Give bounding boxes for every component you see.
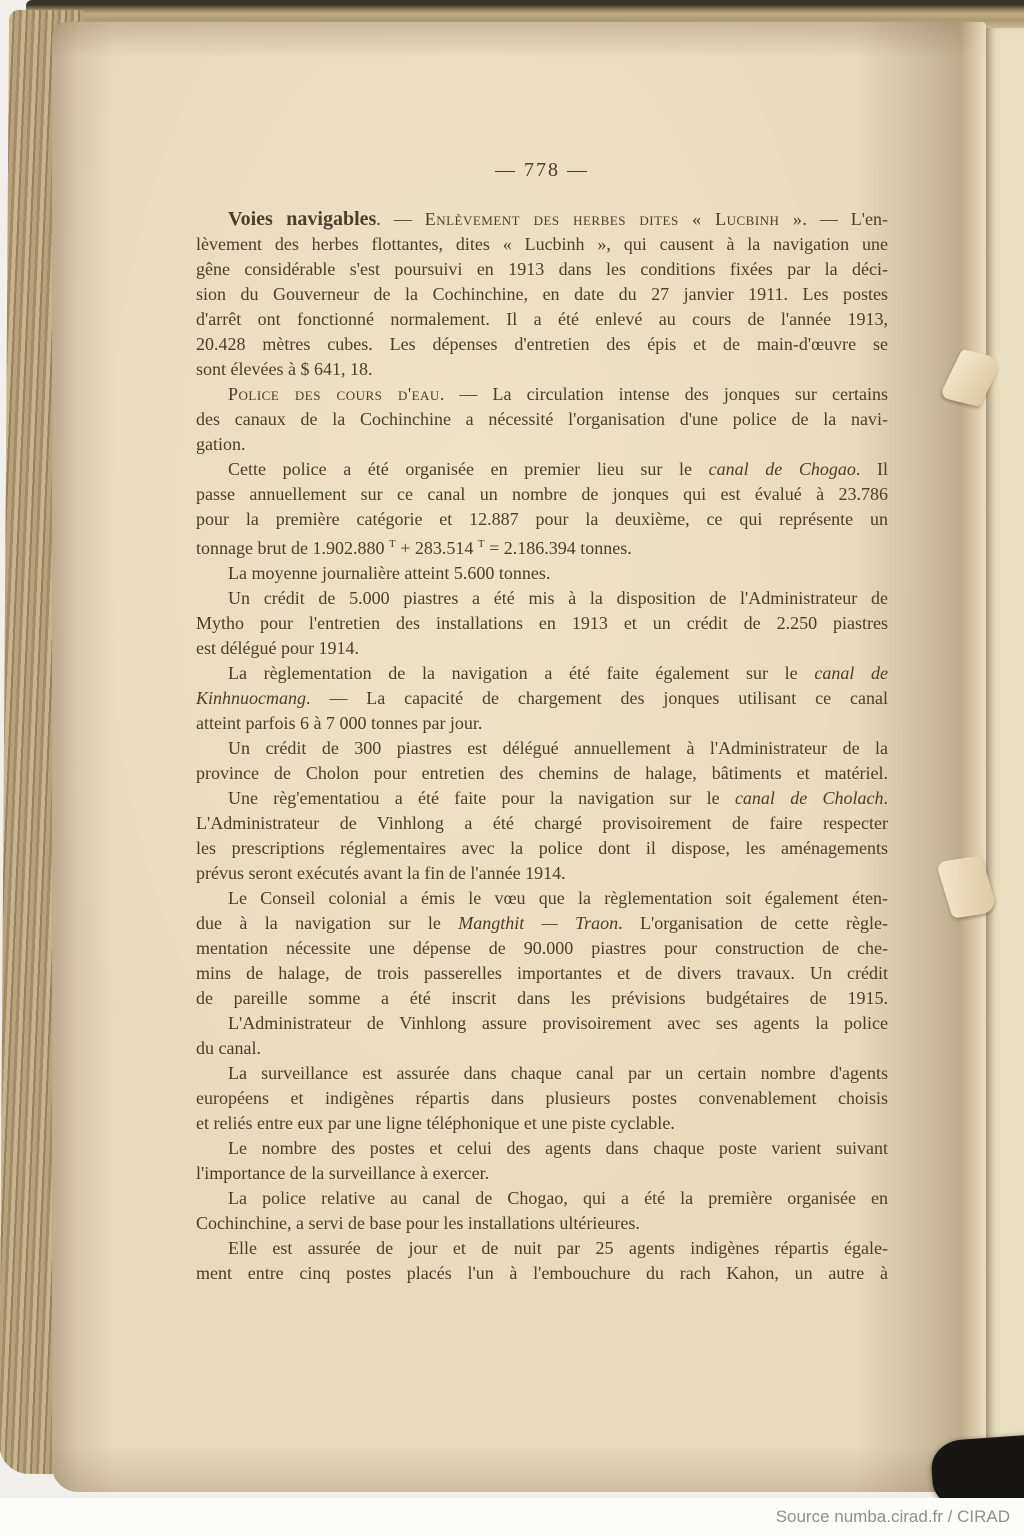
body-text: d'arrêt ont fonctionné normalement. Il a été enlevé au cours de l'année 1913,: [196, 309, 888, 329]
body-text: ment entre cinq postes placés l'un à l'embouchure du rach Kahon, un autre à: [196, 1263, 888, 1283]
body-text: atteint parfois 6 à 7 000 tonnes par jour.: [196, 713, 483, 733]
italic-text: canal de: [814, 663, 888, 683]
text-line: [196, 561, 888, 586]
body-text: . L'organisation de cette règle-: [618, 913, 888, 933]
text-line: [196, 861, 888, 886]
superscript-text: T: [477, 538, 485, 550]
text-line: [196, 786, 888, 811]
adjacent-page-sliver: [986, 28, 1024, 1480]
body-text: gation.: [196, 434, 246, 454]
paragraph: [196, 561, 888, 586]
body-text: pour la première catégorie et 12.887 pour la deuxième, ce qui représente un: [196, 509, 888, 529]
text-line: [196, 686, 888, 711]
body-text: . — L'en-: [802, 209, 889, 229]
text-line: [196, 232, 888, 257]
paragraph: [196, 1186, 888, 1236]
page-number: — 778 —: [495, 159, 589, 181]
body-text: l'importance de la surveillance à exercer.: [196, 1163, 490, 1183]
body-text: mentation nécessite une dépense de 90.000 piastres pour construction de che-: [196, 938, 888, 958]
body-text: Un crédit de 5.000 piastres a été mis à la disposition de l'Administrateur de: [228, 588, 888, 608]
source-bar: [0, 1498, 1024, 1535]
text-line: [196, 507, 888, 532]
paragraph: [196, 1061, 888, 1136]
text-line: [196, 711, 888, 736]
body-text: tonnage brut de 1.902.880: [196, 538, 389, 558]
text-line: [196, 636, 888, 661]
body-text: est délégué pour 1914.: [196, 638, 359, 658]
text-line: [196, 207, 888, 232]
body-text: . —: [376, 209, 425, 229]
paragraph: [196, 207, 888, 382]
text-line: [196, 1186, 888, 1211]
text-line: [196, 1236, 888, 1261]
paragraph: [196, 661, 888, 736]
body-text: des canaux de la Cochinchine a nécessité l'organisation d'une police de la navi-: [196, 409, 888, 429]
text-line: [196, 1136, 888, 1161]
body-text: mins de halage, de trois passerelles importantes et de divers travaux. Un crédit: [196, 963, 888, 983]
body-text: Cochinchine, a servi de base pour les installations ultérieures.: [196, 1213, 640, 1233]
text-line: [196, 1211, 888, 1236]
body-text: Le Conseil colonial a émis le vœu que la règlementation soit également éten-: [228, 888, 888, 908]
body-text: La règlementation de la navigation a été faite également sur le: [228, 663, 815, 683]
text-line: [196, 357, 888, 382]
body-text: Le nombre des postes et celui des agents dans chaque poste varient suivant: [228, 1138, 888, 1158]
body-text: Cette police a été organisée en premier lieu sur le: [228, 459, 709, 479]
body-text: sont élevées à $ 641, 18.: [196, 359, 373, 379]
body-text: Un crédit de 300 piastres est délégué annuellement à l'Administrateur de la: [228, 738, 888, 758]
paragraph: [196, 736, 888, 786]
body-text: province de Cholon pour entretien des chemins de halage, bâtiments et matériel.: [196, 763, 888, 783]
text-line: [196, 332, 888, 357]
body-text: gêne considérable s'est poursuivi en 1913 dans les conditions fixées par la déci-: [196, 259, 888, 279]
paragraph: [196, 1236, 888, 1286]
paragraph: [196, 586, 888, 661]
text-line: [196, 986, 888, 1011]
smallcaps-text: Police des cours d'eau: [228, 384, 440, 404]
body-text: = 2.186.394 tonnes.: [484, 538, 632, 558]
text-line: [196, 432, 888, 457]
body-text: Mytho pour l'entretien des installations en 1913 et un crédit de 2.250 piastres: [196, 613, 888, 633]
text-line: [196, 661, 888, 686]
body-text: du canal.: [196, 1038, 261, 1058]
smallcaps-text: Enlèvement des herbes dites « Lucbinh »: [424, 209, 803, 229]
body-text: sion du Gouverneur de la Cochinchine, en date du 27 janvier 1911. Les postes: [196, 284, 888, 304]
text-line: [196, 382, 888, 407]
text-line: [196, 611, 888, 636]
page-text-block: [196, 158, 888, 1286]
body-text: Elle est assurée de jour et de nuit par 25 agents indigènes répartis égale-: [228, 1238, 888, 1258]
paragraph: [196, 382, 888, 457]
italic-text: canal de Cholach: [734, 788, 884, 808]
body-text: prévus seront exécutés avant la fin de l'année 1914.: [196, 863, 566, 883]
italic-text: Kinhnuocmang: [196, 688, 306, 708]
body-text: et reliés entre eux par une ligne téléphonique et une piste cyclable.: [196, 1113, 675, 1133]
text-line: [196, 811, 888, 836]
body-text: L'Administrateur de Vinhlong assure provisoirement avec ses agents la police: [228, 1013, 888, 1033]
body-text: . Il: [855, 459, 888, 479]
text-line: [196, 1086, 888, 1111]
source-caption: Source numba.cirad.fr / CIRAD: [775, 1506, 1010, 1526]
text-line: [196, 886, 888, 911]
body-text: de pareille somme a été inscrit dans les prévisions budgétaires de 1915.: [196, 988, 888, 1008]
paragraph: [196, 1011, 888, 1061]
text-line: [196, 961, 888, 986]
body-text: La moyenne journalière atteint 5.600 tonnes.: [228, 563, 551, 583]
body-text: . — La capacité de chargement des jonques utilisant ce canal: [306, 688, 888, 708]
body-text: La police relative au canal de Chogao, qui a été la première organisée en: [228, 1188, 888, 1208]
body-text: 20.428 mètres cubes. Les dépenses d'entretien des épis et de main-d'œuvre se: [196, 334, 888, 354]
italic-text: canal de Chogao: [708, 459, 856, 479]
text-line: [196, 1111, 888, 1136]
body-text: lèvement des herbes flottantes, dites « Lucbinh », qui causent à la navigation une: [196, 234, 888, 254]
body-text: européens et indigènes répartis dans plusieurs postes convenablement choisis: [196, 1088, 888, 1108]
text-line: [196, 936, 888, 961]
text-line: [196, 761, 888, 786]
paragraph: [196, 457, 888, 561]
text-line: [196, 736, 888, 761]
text-line: [196, 1061, 888, 1086]
paragraphs: [196, 207, 888, 1286]
body-text: due à la navigation sur le: [196, 913, 459, 933]
body-text: L'Administrateur de Vinhlong a été chargé provisoirement de faire respecter: [196, 813, 888, 833]
body-text: passe annuellement sur ce canal un nombre de jonques qui est évalué à 23.786: [196, 484, 888, 504]
body-text: La surveillance est assurée dans chaque canal par un certain nombre d'agents: [228, 1063, 888, 1083]
paragraph: [196, 1136, 888, 1186]
body-text: . — La circulation intense des jonques sur certains: [439, 384, 888, 404]
text-line: [196, 1036, 888, 1061]
italic-text: Mangthit — Traon: [458, 913, 619, 933]
text-line: [196, 1011, 888, 1036]
text-line: [196, 532, 888, 561]
text-line: [196, 307, 888, 332]
text-line: [196, 457, 888, 482]
text-line: [196, 407, 888, 432]
body-text: + 283.514: [395, 538, 478, 558]
body-text: Une règ'ementatiou a été faite pour la navigation sur le: [228, 788, 735, 808]
superscript-text: T: [388, 538, 396, 550]
body-text: les prescriptions réglementaires avec la police dont il dispose, les aménagements: [196, 838, 888, 858]
body-text: .: [883, 788, 888, 808]
text-line: [196, 482, 888, 507]
text-line: [196, 1261, 888, 1286]
text-line: [196, 282, 888, 307]
paragraph: [196, 786, 888, 886]
text-line: [196, 1161, 888, 1186]
text-line: [196, 836, 888, 861]
text-line: [196, 257, 888, 282]
text-line: [196, 911, 888, 936]
text-line: [196, 586, 888, 611]
bold-heading-text: Voies navigables: [228, 208, 377, 230]
paragraph: [196, 886, 888, 1011]
